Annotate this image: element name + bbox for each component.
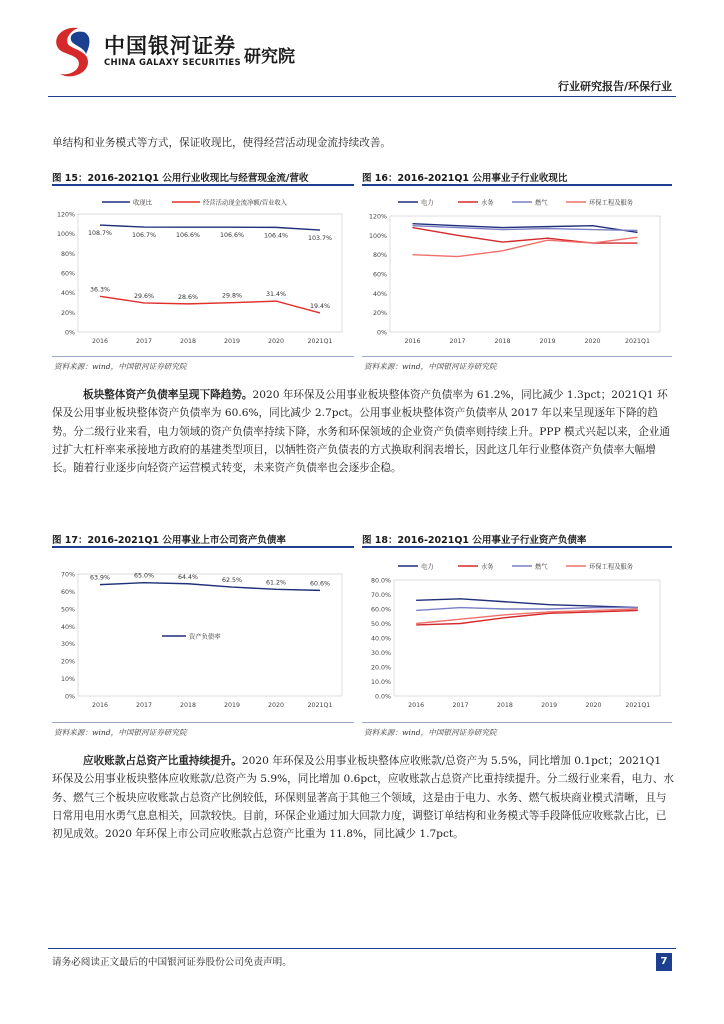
fig17-xtick-label: 2021Q1 xyxy=(307,702,333,709)
fig16-ytick-label: 100% xyxy=(368,232,387,240)
fig17-data-label: 64.4% xyxy=(177,573,199,581)
fig17-ytick-label: 0% xyxy=(65,693,75,701)
fig15-header xyxy=(52,166,354,186)
fig18-series-line-1 xyxy=(416,610,638,625)
fig17-data-label: 61.2% xyxy=(265,579,287,587)
fig18-series-line-0 xyxy=(416,599,638,608)
fig17-data-label: 62.5% xyxy=(221,577,243,585)
galaxy-logo-icon xyxy=(48,24,96,80)
fig15-data-label: 108.7% xyxy=(87,230,113,238)
fig18-ytick-label: 70.0% xyxy=(370,592,391,599)
fig17-ytick-label: 20% xyxy=(61,658,75,666)
fig16-ytick-label: 40% xyxy=(373,290,387,298)
fig18-ytick-label: 50.0% xyxy=(370,621,391,628)
fig15-data-label: 106.7% xyxy=(131,232,157,240)
fig17-xtick-label: 2020 xyxy=(267,702,285,709)
fig18-title: 图 18：2016-2021Q1 公用事业子行业资产负债率 xyxy=(362,535,587,546)
fig18-legend-label: 燃气 xyxy=(535,563,548,571)
paragraph-ar xyxy=(52,752,674,843)
fig17-data-label: 63.9% xyxy=(89,574,111,582)
fig16-xtick-label: 2020 xyxy=(584,338,601,345)
fig16-header xyxy=(362,166,672,186)
fig18-xtick-label: 2019 xyxy=(541,702,558,709)
fig15-legend-label: 收现比 xyxy=(133,199,152,207)
fig15-xtick-label: 2020 xyxy=(267,338,285,345)
fig18-xtick-label: 2017 xyxy=(452,702,469,709)
fig15-data-label: 29.8% xyxy=(221,292,243,300)
paragraph-ar-body: 2020 年环保及公用事业板块整体应收账款/总资产为 5.5%，同比增加 0.1pct；2021Q1 环保及公用事业板块整体应收账款/总资产为 5.9%，同比增加 0.6pct，应收账款占总资产比重持续提升。分二级行业来看，电力、水务、燃气三个板块应收账款占总资产比例较低，环保则显著高于其他三个领域，这是由于电力、水务、燃气板块商业模式清晰，且与日常用电用水勇气息息相关，回款较快。目前，环保企业通过加大回款力度，调整订单结构和业务模式等手段降低应收账款占比，已初见成效。2020 年环保上市公司应收账款占总资产比重为 11.8%，同比减少 1.7pct。 xyxy=(52,755,674,841)
fig16-ytick-label: 60% xyxy=(373,271,387,279)
fig18-source: 资料来源：wind，中国银河证券研究院 xyxy=(364,728,497,737)
fig18-ytick-label: 80.0% xyxy=(370,577,391,585)
fig17-xtick-label: 2018 xyxy=(179,702,197,709)
logo-chinese: 中国银河证券 xyxy=(104,34,236,58)
fig17-ytick-label: 30% xyxy=(61,641,75,649)
fig16-ytick-label: 0% xyxy=(377,329,387,337)
fig17-ytick-label: 60% xyxy=(61,588,75,596)
fig17-xtick-label: 2019 xyxy=(223,702,241,709)
fig16-source: 资料来源：wind，中国银河证券研究院 xyxy=(364,362,497,371)
fig17-ytick-label: 50% xyxy=(61,606,75,614)
fig16-series-line-2 xyxy=(413,226,638,231)
fig18-ytick-label: 0.0% xyxy=(375,693,391,701)
fig15-xtick-label: 2016 xyxy=(91,338,109,345)
fig15-data-label: 29.6% xyxy=(133,292,155,300)
fig18-ytick-label: 20.0% xyxy=(370,664,391,672)
fig18-xtick-label: 2016 xyxy=(408,702,425,709)
fig15-xtick-label: 2021Q1 xyxy=(307,338,333,345)
fig15-ytick-label: 60% xyxy=(61,270,75,278)
fig17-title: 图 17：2016-2021Q1 公用事业上市公司资产负债率 xyxy=(52,535,286,546)
fig15-data-label: 106.4% xyxy=(263,232,289,240)
fig15-xtick-label: 2019 xyxy=(223,338,241,345)
footer-disclaimer: 请务必阅读正文最后的中国银河证券股份公司免责声明。 xyxy=(52,957,292,968)
fig15-data-label: 106.6% xyxy=(219,232,245,240)
fig15-data-label: 19.4% xyxy=(309,302,331,310)
fig17-series-line-0 xyxy=(100,583,320,591)
paragraph-debt-bold: 板块整体资产负债率呈现下降趋势。 xyxy=(83,389,253,401)
fig15-source-rule xyxy=(52,356,354,357)
fig16-chart xyxy=(362,196,672,352)
fig18-legend-label: 电力 xyxy=(421,563,434,571)
fig16-plot-frame xyxy=(390,216,660,332)
fig16-title: 图 16：2016-2021Q1 公用事业子行业收现比 xyxy=(362,173,568,184)
fig18-legend-label: 环保工程及服务 xyxy=(589,563,634,571)
fig18-legend-label: 水务 xyxy=(481,563,494,571)
fig15-data-label: 106.6% xyxy=(175,232,201,240)
logo-english: CHINA GALAXY SECURITIES xyxy=(104,58,241,68)
fig16-xtick-label: 2016 xyxy=(404,338,421,345)
fig18-xtick-label: 2018 xyxy=(496,702,513,709)
page-number: 7 xyxy=(656,953,672,971)
fig15-xtick-label: 2017 xyxy=(135,338,153,345)
fig16-source-rule xyxy=(362,356,672,357)
fig15-source: 资料来源：wind，中国银河证券研究院 xyxy=(54,362,187,371)
fig15-series-line-0 xyxy=(100,225,320,230)
fig16-legend-label: 燃气 xyxy=(535,199,548,207)
fig16-xtick-label: 2018 xyxy=(494,338,511,345)
fig17-data-label: 65.0% xyxy=(133,572,155,580)
fig17-xtick-label: 2016 xyxy=(91,702,109,709)
fig15-plot-frame xyxy=(78,214,342,332)
fig15-data-label: 28.6% xyxy=(177,293,199,301)
header xyxy=(0,0,724,100)
fig18-xtick-label: 2021Q1 xyxy=(625,702,651,709)
fig15-ytick-label: 40% xyxy=(61,290,75,298)
fig18-plot-frame xyxy=(394,580,660,696)
fig17-header xyxy=(52,528,354,548)
fig15-data-label: 36.3% xyxy=(89,286,111,294)
paragraph-debt-body: 2020 年环保及公用事业板块整体资产负债率为 61.2%，同比减少 1.3pct；2021Q1 环保及公用事业板块整体资产负债率为 60.6%，同比减少 2.7pct。公用事业板块整体资产负债率从 2017 年以来呈现逐年下降的趋势。分二级行业来看，电力领域的资产负债率持续下降，水务和环保领域的企业资产负债率则持续上升。PPP 模式兴起以来，企业通过扩大杠杆率来承接地方政府的基建类型项目，以牺牲资产负债表的方式换取利润表增长，因此这几年行业整体资产负债率大幅增长。随着行业逐步向轻资产运营模式转变，未来资产负债率也会逐步企稳。 xyxy=(52,389,670,475)
fig15-ytick-label: 100% xyxy=(56,231,75,239)
fig16-xtick-label: 2021Q1 xyxy=(625,338,650,345)
fig16-ytick-label: 20% xyxy=(373,310,387,318)
fig16-xtick-label: 2019 xyxy=(539,338,556,345)
fig18-ytick-label: 10.0% xyxy=(370,679,391,686)
fig17-ytick-label: 70% xyxy=(61,571,75,579)
paragraph-ar-bold: 应收账款占总资产比重持续提升。 xyxy=(83,755,242,767)
fig18-ytick-label: 60.0% xyxy=(370,606,391,614)
paragraph-top: 单结构和业务模式等方式，保证收现比，使得经营活动现金流持续改善。 xyxy=(52,137,391,149)
fig18-ytick-label: 40.0% xyxy=(370,635,391,643)
fig15-title: 图 15：2016-2021Q1 公用行业收现比与经营现金流/营收 xyxy=(52,173,309,184)
header-rule xyxy=(48,96,676,97)
fig15-ytick-label: 0% xyxy=(65,329,75,337)
fig17-xtick-label: 2017 xyxy=(135,702,153,709)
footer-rule xyxy=(48,948,676,949)
fig15-xtick-label: 2018 xyxy=(179,338,197,345)
fig15-legend-label: 经营活动现金流净额/营业收入 xyxy=(203,199,287,207)
fig15-ytick-label: 80% xyxy=(61,250,75,258)
fig15-ytick-label: 20% xyxy=(61,309,75,317)
fig16-ytick-label: 120% xyxy=(368,213,387,221)
fig18-source-rule xyxy=(362,722,672,723)
fig17-ytick-label: 40% xyxy=(61,623,75,631)
fig18-header xyxy=(362,528,672,548)
fig18-ytick-label: 30.0% xyxy=(370,650,391,657)
report-type: 行业研究报告/环保行业 xyxy=(557,80,672,93)
fig17-source-rule xyxy=(52,722,354,723)
fig17-source: 资料来源：wind，中国银河证券研究院 xyxy=(54,728,187,737)
fig18-xtick-label: 2020 xyxy=(585,702,602,709)
fig16-ytick-label: 80% xyxy=(373,252,387,260)
fig16-legend-label: 水务 xyxy=(481,199,494,207)
fig15-data-label: 103.7% xyxy=(307,235,333,243)
fig16-series-line-0 xyxy=(413,224,638,233)
fig16-legend-label: 电力 xyxy=(421,199,434,207)
paragraph-debt xyxy=(52,386,674,477)
fig17-legend-label: 资产负债率 xyxy=(189,633,221,641)
fig18-chart xyxy=(362,560,672,716)
fig17-chart xyxy=(52,560,354,716)
fig17-data-label: 60.6% xyxy=(309,580,331,588)
logo-institute: 研究院 xyxy=(244,47,295,67)
fig15-chart xyxy=(52,196,354,352)
fig15-ytick-label: 120% xyxy=(56,211,75,219)
fig15-data-label: 31.4% xyxy=(265,291,287,299)
fig16-legend-label: 环保工程及服务 xyxy=(589,199,634,207)
fig16-xtick-label: 2017 xyxy=(449,338,466,345)
fig17-ytick-label: 10% xyxy=(61,676,75,684)
